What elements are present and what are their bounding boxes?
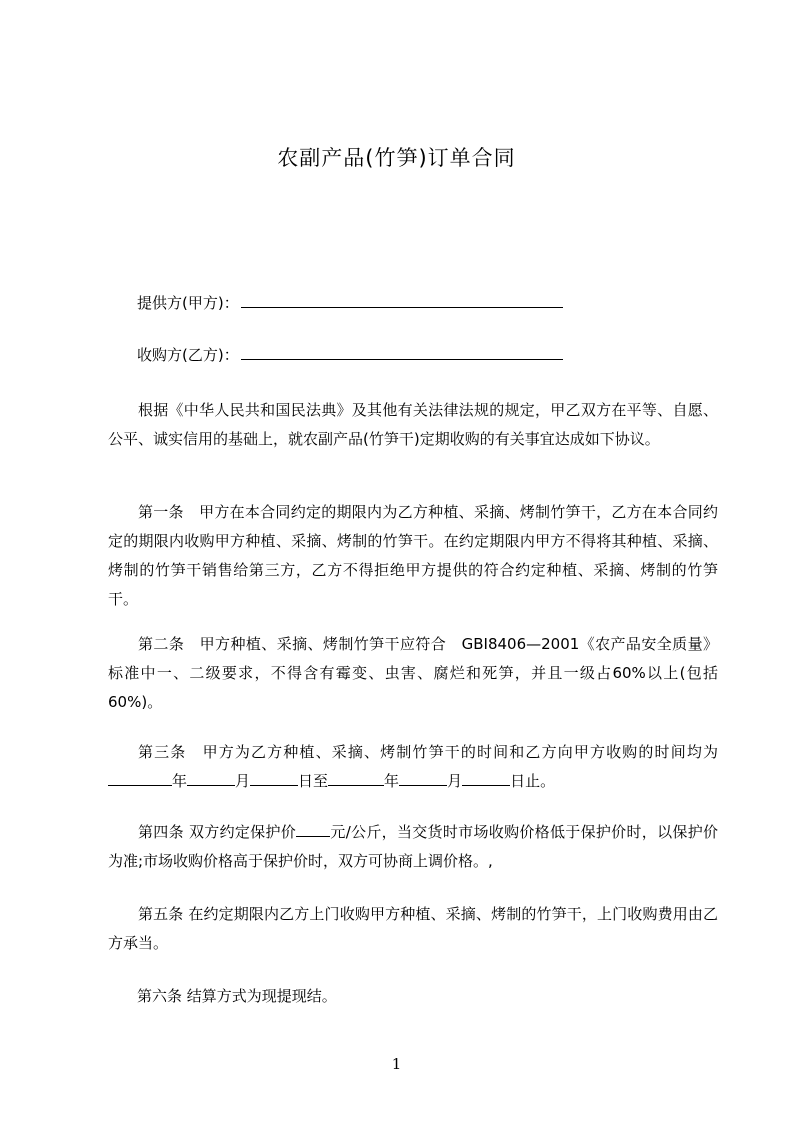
day-blank [250,771,298,786]
page-number: 1 [391,1055,402,1073]
party-a-label: 提供方(甲方)： [137,294,239,312]
party-b-label: 收购方(乙方)： [137,346,239,364]
article-5: 第五条 在约定期限内乙方上门收购甲方种植、采摘、烤制的竹笋干，上门收购费用由乙方承当。 [108,905,718,952]
article-1: 第一条 甲方在本合同约定的期限内为乙方种植、采摘、烤制竹笋干，乙方在本合同约定的期限内收购甲方种植、采摘、烤制的竹笋干。在约定期限内甲方不得将其种植、采摘、烤制的竹笋干销售给第三方，乙方不得拒绝甲方提供的符合约定种植、采摘、烤制的竹笋干。 [108,503,718,608]
party-a-blank [241,292,563,308]
price-blank [296,822,330,837]
month-label: 月 [235,772,251,790]
article-4 [108,818,718,876]
article-2: 第二条 甲方种植、采摘、烤制竹笋干应符合 GBI8406—2001《农产品安全质量》标准中一、二级要求，不得含有霉变、虫害、腐烂和死笋，并且一级占60%以上(包括60%)。 [108,635,718,711]
article-3-text: 第三条 甲方为乙方种植、采摘、烤制竹笋干的时间和乙方向甲方收购的时间均为 [138,743,718,761]
party-b-blank [241,344,563,360]
article-3 [108,738,718,796]
year-label: 年 [172,772,188,790]
month-blank [187,771,235,786]
year-blank-2 [328,771,384,786]
article-4-pre: 第四条 双方约定保护价 [138,823,297,841]
end-label: 日止。 [510,772,556,790]
party-b-field [137,344,563,365]
day-to-label: 日至 [298,772,329,790]
article-6: 第六条 结算方式为现提现结。 [137,987,337,1005]
page-title: 农副产品(竹笋)订单合同 [277,146,516,170]
article-4-post: 元/公斤，当交货时市场收购价格低于保护价时，以保护价为准;市场收购价格高于保护价时，双方可协商上调价格。, [108,823,718,870]
month-blank-2 [399,771,447,786]
party-a-field [137,292,563,313]
year-blank [108,771,172,786]
year-label-2: 年 [384,772,400,790]
month-label-2: 月 [447,772,463,790]
intro-paragraph: 根据《中华人民共和国民法典》及其他有关法律法规的规定，甲乙双方在平等、自愿、公平、诚实信用的基础上，就农副产品(竹笋干)定期收购的有关事宜达成如下协议。 [108,401,718,448]
day-blank-2 [462,771,510,786]
